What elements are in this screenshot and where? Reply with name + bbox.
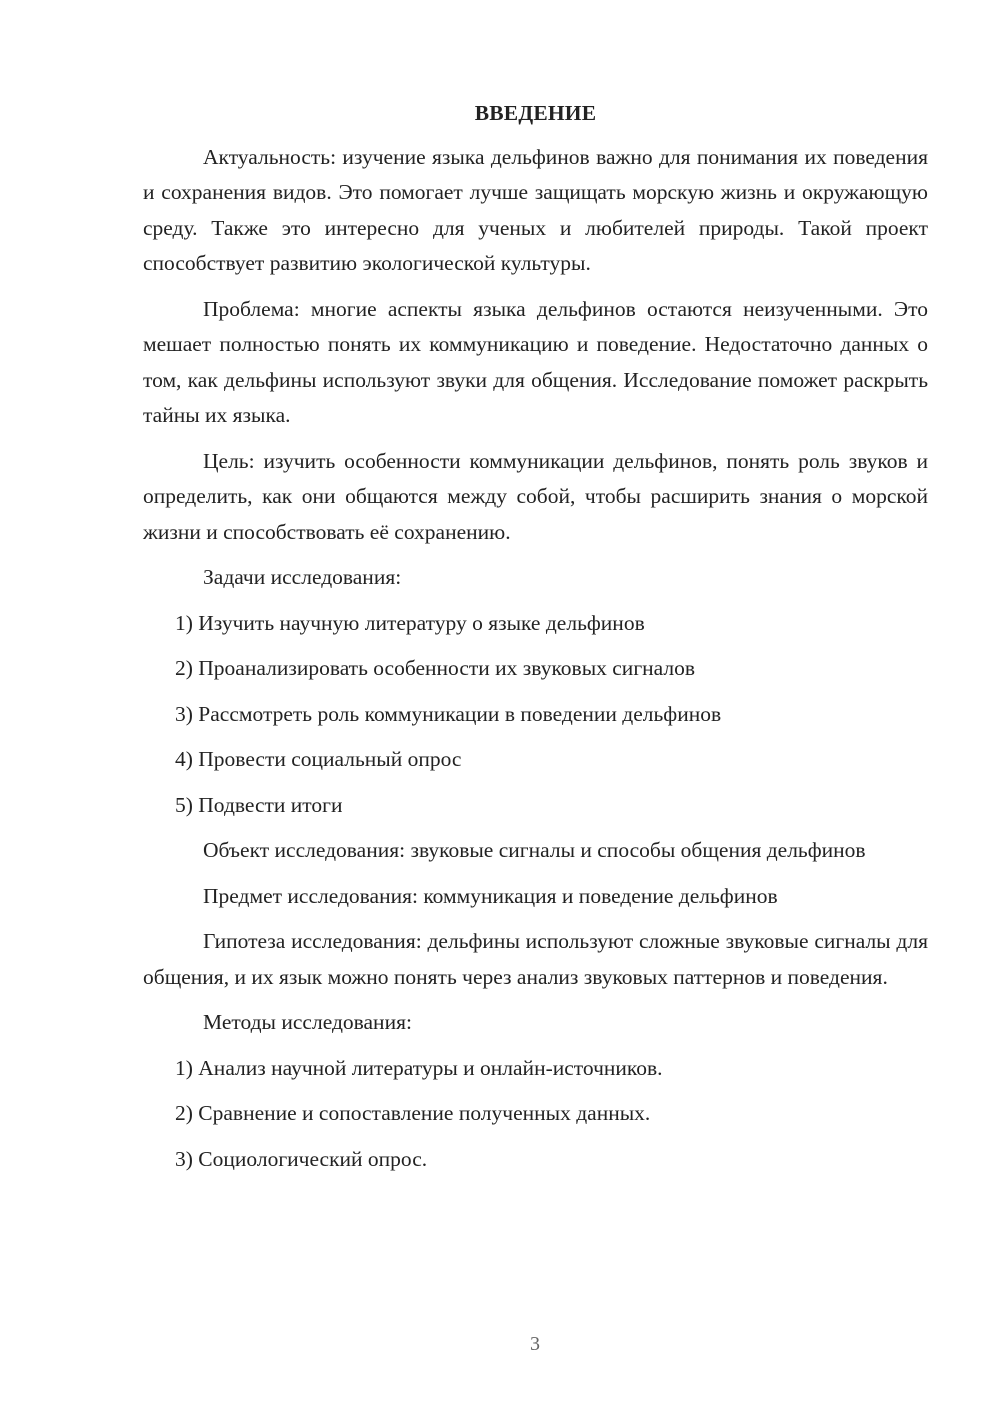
methods-list: [143, 1051, 928, 1178]
list-item: 5) Подвести итоги: [175, 792, 343, 817]
tasks-list: [143, 606, 928, 824]
goal-paragraph: Цель: изучить особенности коммуникации дельфинов, понять роль звуков и определить, как они общаются между собой, чтобы расширить знания о морской жизни и способствовать её сохранению.: [143, 448, 928, 544]
list-item: 3) Социологический опрос.: [175, 1146, 428, 1171]
list-item: 2) Проанализировать особенности их звуковых сигналов: [175, 656, 695, 680]
relevance-paragraph: Актуальность: изучение языка дельфинов важно для понимания их поведения и сохранения видов. Это помогает лучше защищать морскую жизнь и окружающую среду. Также это интересно для ученых и любителей природы. Такой проект способствует развитию экологической культуры.: [143, 144, 928, 275]
subject-paragraph: Предмет исследования: коммуникация и поведение дельфинов: [203, 883, 778, 908]
page-number: 3: [530, 1333, 540, 1355]
list-item: 3) Рассмотреть роль коммуникации в поведении дельфинов: [175, 701, 722, 726]
list-item: 1) Анализ научной литературы и онлайн-источников.: [175, 1055, 663, 1080]
document-page: [143, 96, 928, 1187]
list-item: 1) Изучить научную литературу о языке дельфинов: [175, 610, 645, 635]
page-title: ВВЕДЕНИЕ: [474, 101, 597, 125]
list-item: 2) Сравнение и сопоставление полученных данных.: [175, 1101, 651, 1125]
tasks-heading: Задачи исследования:: [203, 565, 402, 589]
object-paragraph: Объект исследования: звуковые сигналы и способы общения дельфинов: [203, 838, 866, 862]
methods-heading: Методы исследования:: [203, 1010, 412, 1034]
problem-paragraph: Проблема: многие аспекты языка дельфинов остаются неизученными. Это мешает полностью понять их коммуникацию и поведение. Недостаточно данных о том, как дельфины используют звуки для общения. Исследование поможет раскрыть тайны их языка.: [143, 296, 928, 427]
list-item: 4) Провести социальный опрос: [175, 747, 462, 771]
hypothesis-paragraph: Гипотеза исследования: дельфины используют сложные звуковые сигналы для общения, и их язык можно понять через анализ звуковых паттернов и поведения.: [143, 929, 928, 989]
